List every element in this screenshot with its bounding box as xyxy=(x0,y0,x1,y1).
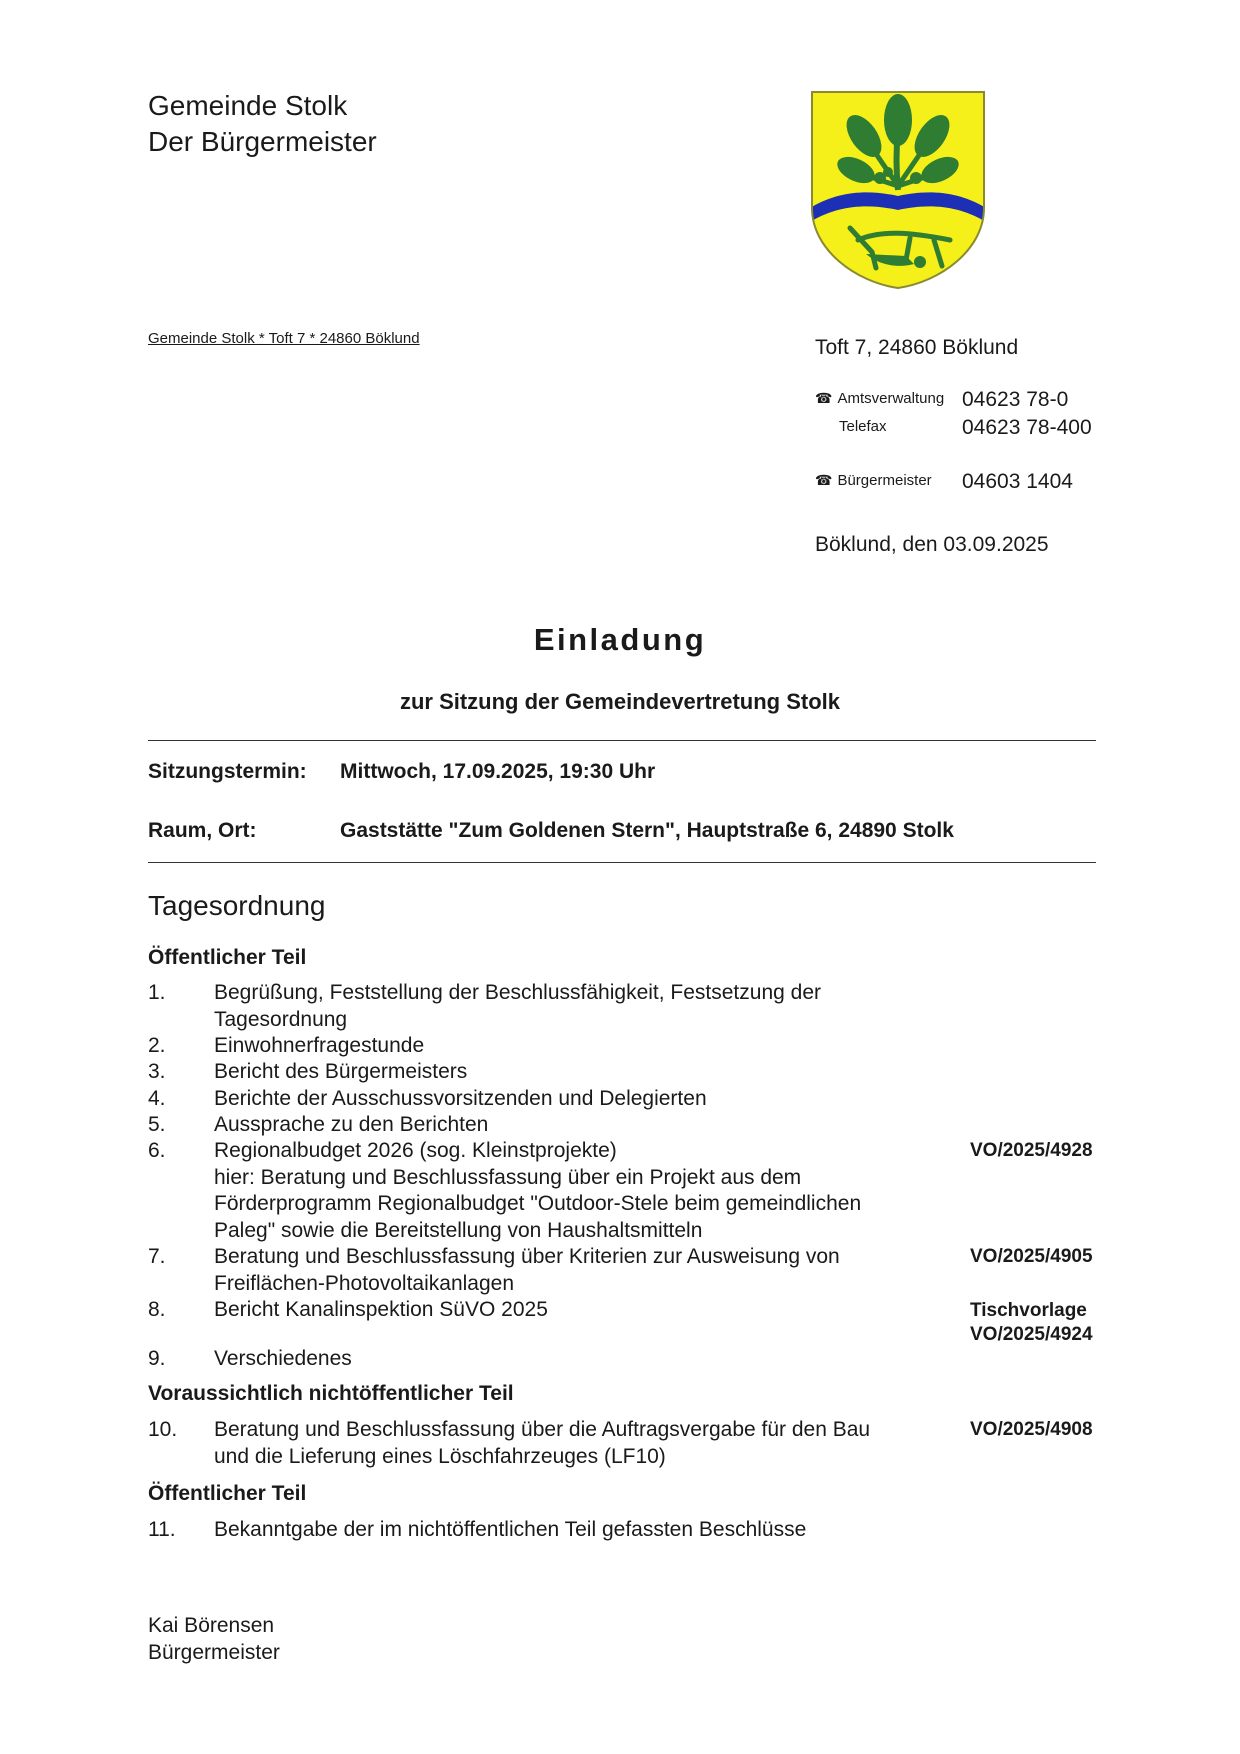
divider xyxy=(148,740,1096,741)
section-heading: Voraussichtlich nichtöffentlicher Teil xyxy=(148,1382,514,1405)
item-reference: VO/2025/4905 xyxy=(970,1246,1093,1267)
signature-name: Kai Börensen xyxy=(148,1614,275,1637)
item-text: Beratung und Beschlussfassung über die Auftragsvergabe für den Bau und die Lieferung eines Löschfahrzeuges (LF10) xyxy=(214,1418,871,1468)
contact-value: 04623 78-400 xyxy=(962,416,1092,439)
item-text: Berichte der Ausschussvorsitzenden und Delegierten xyxy=(214,1087,707,1110)
item-text: Bekanntgabe der im nichtöffentlichen Teil gefassten Beschlüsse xyxy=(214,1518,807,1541)
phone-icon: ☎ xyxy=(815,390,833,406)
item-number: 3. xyxy=(148,1060,166,1083)
item-text: Bericht des Bürgermeisters xyxy=(214,1060,468,1083)
contact-value: 04623 78-0 xyxy=(962,388,1069,411)
item-number: 7. xyxy=(148,1245,166,1268)
item-text: Verschiedenes xyxy=(214,1347,352,1370)
contact-label: Amtsverwaltung xyxy=(837,390,945,407)
item-text: Einwohnerfragestunde xyxy=(214,1034,425,1057)
date-line: Böklund, den 03.09.2025 xyxy=(815,533,1049,556)
sender-name: Gemeinde Stolk xyxy=(148,90,348,121)
item-text: Regionalbudget 2026 (sog. Kleinstprojekte) hier: Beratung und Beschlussfassung über ein Projekt aus dem Förderprogramm Regionalbudget "Outdoor-Stele beim gemeindlichen Paleg" sowie die Bereitstellung von Haushaltsmitteln xyxy=(214,1139,862,1242)
contact-value: 04603 1404 xyxy=(962,470,1073,493)
item-number: 1. xyxy=(148,981,166,1004)
coat-of-arms-icon xyxy=(810,90,986,290)
item-number: 11. xyxy=(148,1518,176,1541)
item-number: 10. xyxy=(148,1418,178,1441)
item-number: 8. xyxy=(148,1298,166,1321)
phone-icon: ☎ xyxy=(815,472,833,488)
contact-row xyxy=(815,472,1115,500)
return-address: Gemeinde Stolk * Toft 7 * 24860 Böklund xyxy=(148,330,420,347)
divider xyxy=(148,862,1096,863)
contact-label: Bürgermeister xyxy=(837,472,932,489)
meeting-date-label: Sitzungstermin: xyxy=(148,760,307,783)
sender-title: Der Bürgermeister xyxy=(148,126,377,157)
page-title: Einladung xyxy=(533,622,707,657)
address: Toft 7, 24860 Böklund xyxy=(815,336,1019,359)
contact-row xyxy=(815,390,1115,418)
item-reference: VO/2025/4928 xyxy=(970,1140,1093,1161)
item-reference: Tischvorlage VO/2025/4924 xyxy=(970,1300,1093,1345)
item-text: Aussprache zu den Berichten xyxy=(214,1113,489,1136)
signature-role: Bürgermeister xyxy=(148,1641,280,1664)
item-text: Bericht Kanalinspektion SüVO 2025 xyxy=(214,1298,548,1321)
item-number: 5. xyxy=(148,1113,166,1136)
section-heading: Öffentlicher Teil xyxy=(148,1482,307,1505)
contact-label: Telefax xyxy=(839,418,887,435)
item-text: Begrüßung, Feststellung der Beschlussfähigkeit, Festsetzung der Tagesordnung xyxy=(214,981,821,1031)
page-subtitle: zur Sitzung der Gemeindevertretung Stolk xyxy=(399,689,841,714)
meeting-date-value: Mittwoch, 17.09.2025, 19:30 Uhr xyxy=(340,760,656,783)
item-number: 9. xyxy=(148,1347,166,1370)
contact-row xyxy=(815,418,1115,446)
item-number: 6. xyxy=(148,1139,166,1162)
item-text: Beratung und Beschlussfassung über Kriterien zur Ausweisung von Freiflächen-Photovoltaikanlagen xyxy=(214,1245,840,1295)
meeting-place-label: Raum, Ort: xyxy=(148,819,257,842)
item-number: 4. xyxy=(148,1087,166,1110)
meeting-place-value: Gaststätte "Zum Goldenen Stern", Hauptstraße 6, 24890 Stolk xyxy=(340,819,954,842)
agenda-heading: Tagesordnung xyxy=(148,890,326,921)
item-number: 2. xyxy=(148,1034,166,1057)
section-heading: Öffentlicher Teil xyxy=(148,946,307,969)
item-reference: VO/2025/4908 xyxy=(970,1419,1093,1440)
